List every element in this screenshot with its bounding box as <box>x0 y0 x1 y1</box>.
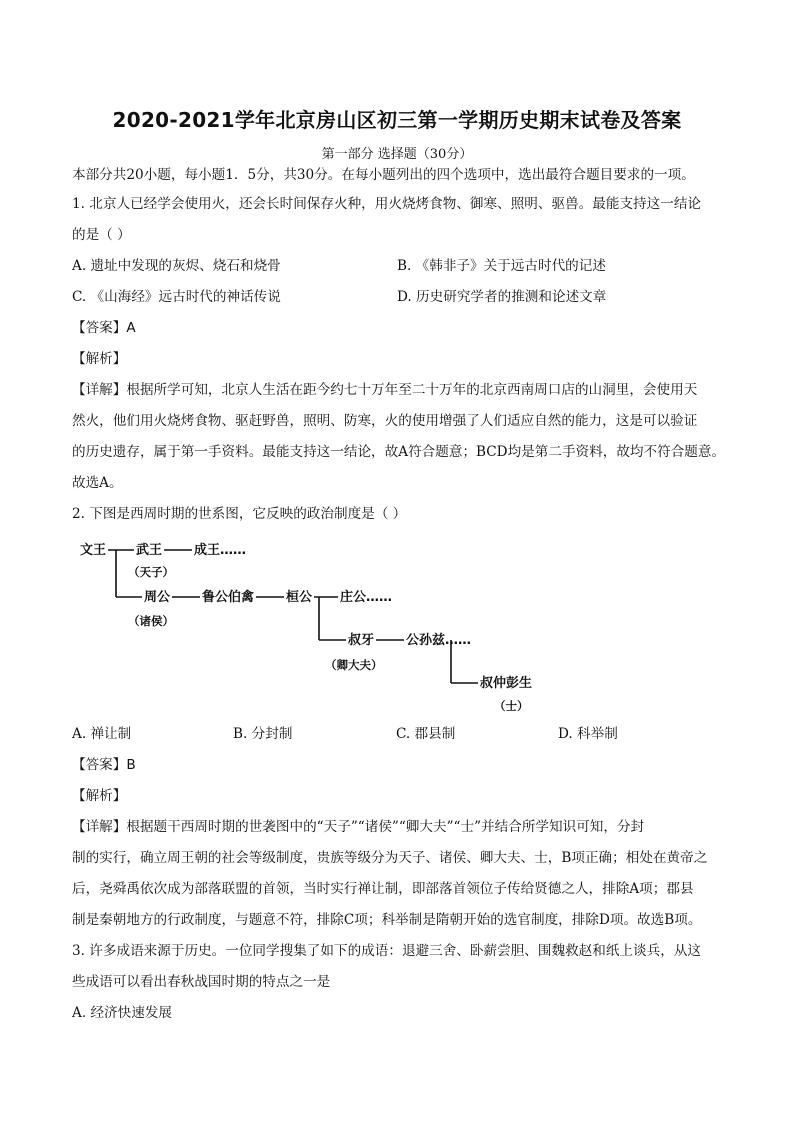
node-wenwang: 文王 <box>80 543 107 558</box>
node-gongsunzi: 公孙兹…… <box>406 633 472 648</box>
node-shuya: 叔牙 <box>348 633 375 648</box>
q2-detail-line1: 【详解】根据题干西周时期的世袭图中的“天子”“诸侯”“卿大夫”“士”并结合所学知识可知，分封 <box>72 819 645 835</box>
genealogy-diagram <box>70 530 570 720</box>
q2-detail-line4: 制是秦朝地方的行政制度，与题意不符，排除C项；科举制是隋朝开始的选官制度，排除D项。故选B项。 <box>72 912 702 928</box>
node-boqin: 鲁公伯禽 <box>202 590 255 605</box>
node-chengwang: 成王…… <box>194 543 247 558</box>
q2-analysis-label: 【解析】 <box>72 788 127 804</box>
q2-option-d: D. 科举制 <box>558 726 618 742</box>
q1-answer: 【答案】A <box>72 320 136 336</box>
q1-detail-line1: 【详解】根据所学可知，北京人生活在距今约七十万年至二十万年的北京西南周口店的山洞里，会使用天 <box>72 382 698 398</box>
q1-stem-line1: 1. 北京人已经学会使用火，还会长时间保存火种，用火烧烤食物、御寒、照明、驱兽。最能支持这一结论 <box>72 196 702 212</box>
node-wuwang: 武王 <box>136 543 163 558</box>
label-shi: （士） <box>494 699 529 713</box>
q1-detail-line2: 然火，他们用火烧烤食物、驱赶野兽，照明、防寒，火的使用增强了人们适应自然的能力，这是可以验证 <box>72 413 698 429</box>
q1-option-c: C. 《山海经》远古时代的神话传说 <box>72 289 281 305</box>
q3-stem-line1: 3. 许多成语来源于历史。一位同学搜集了如下的成语：退避三舍、卧薪尝胆、围魏救赵和纸上谈兵，从这 <box>72 943 702 959</box>
q2-stem: 2. 下图是西周时期的世系图，它反映的政治制度是（ ） <box>72 506 407 522</box>
q1-detail-line3: 的历史遗存，属于第一手资料。最能支持这一结论，故A符合题意；BCD均是第二手资料，故均不符合题意。 <box>72 444 726 460</box>
q1-option-d: D. 历史研究学者的推测和论述文章 <box>397 289 607 305</box>
q2-answer: 【答案】B <box>72 757 136 773</box>
q2-option-c: C. 郡县制 <box>396 726 456 742</box>
page-title: 2020-2021学年北京房山区初三第一学期历史期末试卷及答案 <box>112 108 682 132</box>
q1-option-b: B. 《韩非子》关于远古时代的记述 <box>397 258 606 274</box>
q1-detail-line4: 故选A。 <box>72 475 123 491</box>
node-huangong: 桓公 <box>286 590 313 605</box>
section-intro: 本部分共20小题，每小题1．5分，共30分。在每小题列出的四个选项中，选出最符合题目要求的一项。 <box>72 167 695 183</box>
node-zhougong: 周公 <box>144 590 171 605</box>
section-heading: 第一部分 选择题（30分） <box>321 147 473 162</box>
q2-detail-line2: 制的实行，确立周王朝的社会等级制度，贵族等级分为天子、诸侯、卿大夫、士，B项正确；相处在黄帝之 <box>72 850 708 866</box>
q2-option-a: A. 禅让制 <box>72 726 132 742</box>
label-zhuhou: （诸侯） <box>128 614 174 628</box>
label-qingdafu: （卿大夫） <box>325 658 383 672</box>
q3-option-a: A. 经济快速发展 <box>72 1005 173 1021</box>
q2-detail-line3: 后，尧舜禹依次成为部落联盟的首领，当时实行禅让制，即部落首领位子传给贤德之人，排除A项；郡县 <box>72 881 694 897</box>
node-shuzhong: 叔仲彭生 <box>480 676 533 691</box>
node-zhuanggong: 庄公…… <box>340 590 393 605</box>
q1-option-a: A. 遗址中发现的灰烬、烧石和烧骨 <box>72 258 281 274</box>
q3-stem-line2: 些成语可以看出春秋战国时期的特点之一是 <box>72 974 331 990</box>
q2-option-b: B. 分封制 <box>233 726 293 742</box>
q1-stem-line2: 的是（ ） <box>72 227 131 243</box>
q1-analysis-label: 【解析】 <box>72 351 127 367</box>
label-tianzi: （天子） <box>128 565 174 579</box>
